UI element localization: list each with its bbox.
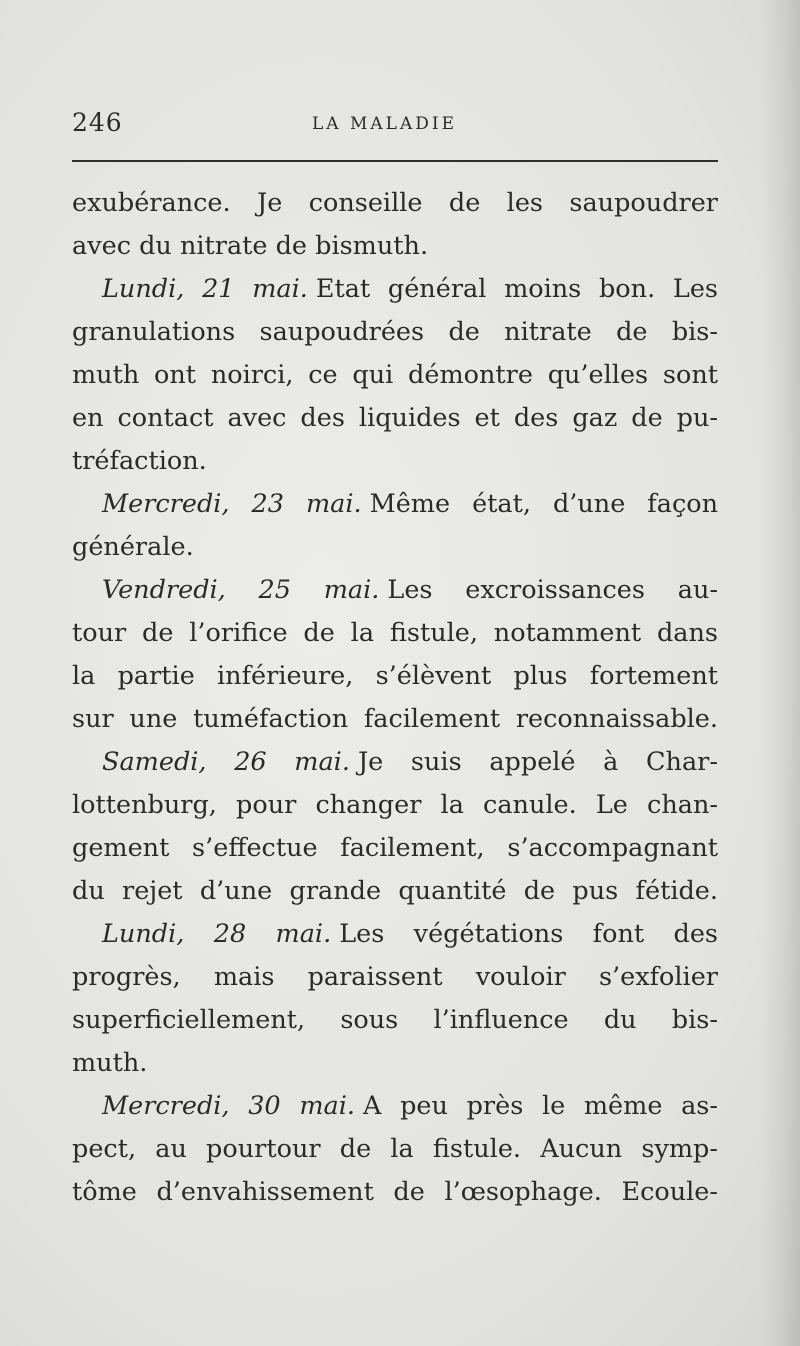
text-line: tréfaction. [72,446,207,476]
entry-date: Samedi, 26 mai. [102,747,350,777]
entry-date: Lundi, 21 mai. [102,274,308,304]
body-text [72,182,718,1214]
page-edge-shadow [760,0,800,1346]
text-line: du rejet d’une grande quantité de pus fétide. [72,876,718,906]
text-line: sur une tuméfaction facilement reconnaissable. [72,704,718,734]
entry-date: Vendredi, 25 mai. [102,575,380,605]
header-rule [72,160,718,162]
page-header [72,108,720,148]
running-head: LA MALADIE [312,114,457,134]
text-line: lottenburg, pour changer la canule. Le chan- [72,790,718,820]
text-line: Lundi, 28 mai. Les végétations font des [102,919,719,949]
text-line: progrès, mais paraissent vouloir s’exfolier [72,962,718,992]
text-line: Samedi, 26 mai. Je suis appelé à Char- [102,747,718,777]
entry-date: Lundi, 28 mai. [102,919,332,949]
text-line: muth ont noirci, ce qui démontre qu’elles sont [72,360,718,390]
text-line: Mercredi, 23 mai. Même état, d’une façon [102,489,719,519]
text-line: superficiellement, sous l’influence du bis- [72,1005,718,1035]
page-number: 246 [72,108,123,137]
text-line: tour de l’orifice de la fistule, notamment dans [72,618,718,648]
text-line: exubérance. Je conseille de les saupoudrer [72,188,718,218]
text-line: Vendredi, 25 mai. Les excroissances au- [102,575,718,605]
text-line: pect, au pourtour de la fistule. Aucun symp- [72,1134,718,1164]
text-line: granulations saupoudrées de nitrate de bis- [72,317,718,347]
text-line: muth. [72,1048,148,1078]
text-line: Lundi, 21 mai. Etat général moins bon. Les [102,274,718,304]
text-line: gement s’effectue facilement, s’accompagnant [72,833,718,863]
text-line: générale. [72,532,194,562]
entry-date: Mercredi, 30 mai. [102,1091,355,1121]
entry-date: Mercredi, 23 mai. [102,489,362,519]
text-line: la partie inférieure, s’élèvent plus fortement [72,661,718,691]
text-line: avec du nitrate de bismuth. [72,231,429,261]
text-line: Mercredi, 30 mai. A peu près le même as- [102,1091,718,1121]
text-line: en contact avec des liquides et des gaz de pu- [72,403,718,433]
text-line: tôme d’envahissement de l’œsophage. Ecoule- [72,1177,718,1207]
